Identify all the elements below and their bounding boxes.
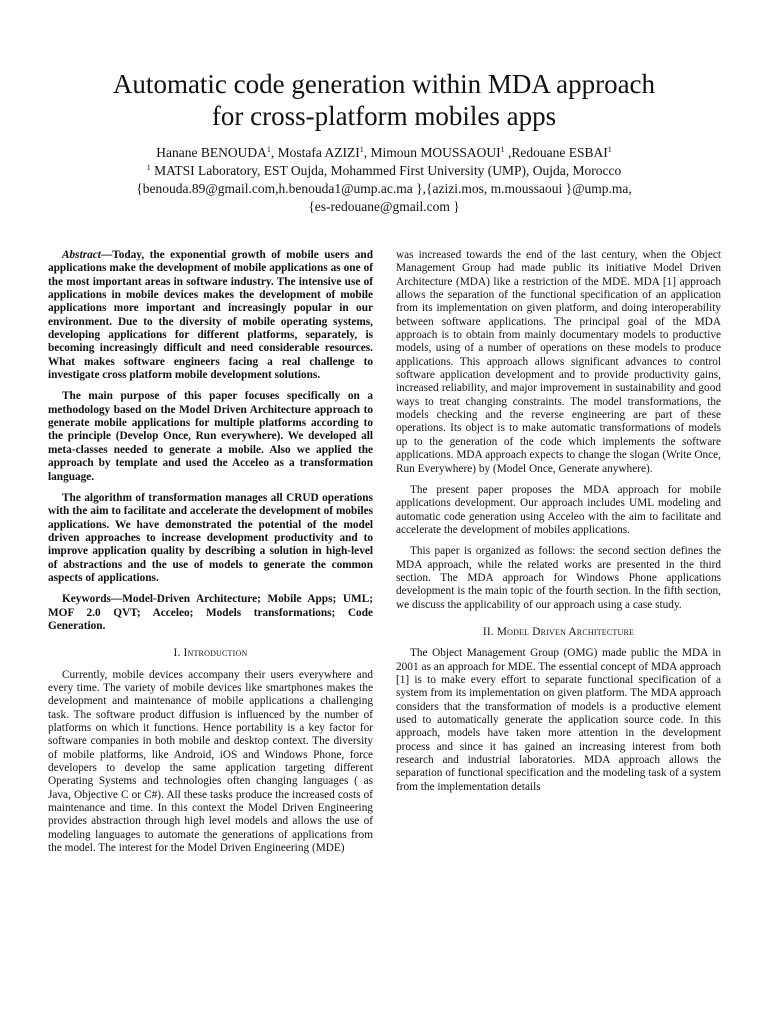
introduction-paragraph-2: was increased towards the end of the last century, when the Object Management Group had made public its initiative Model Driven Architecture (MDA) like a restriction of the MDE. MDA [1] approach allows the separation of the functional specification of an application from its implementation on given platform, and doing interoperability between software applications. The principal goal of the MDA approach is to obtain from mainly documentary models to productive models, using of a number of operations on these models to produce applications. This approach allows significant advances to control software application development and to provide productivity gains, increased reliability, and major improvement in sustainability and good ways to treat changing constraints. The model transformations, the models checking and the reverse engineering are part of these operations. Its object is to make automatic transformations of models up to the generation of the code which implements the software applications. MDA approach expects to change the slogan (Write Once, Run Everywhere) by (Model Once, Generate anywhere). bbox=[396, 249, 721, 475]
author-2: Mostafa AZIZI bbox=[277, 145, 360, 160]
left-column bbox=[48, 249, 373, 863]
abstract-paragraph-1: Abstract—Today, the exponential growth of mobile users and applications make the development of mobile applications as one of the most important areas in software industry. The intensive use of applications in mobile devices makes the development of mobile applications more important and increasingly popular in our environment. Due to the diversity of mobile operating systems, developing applications for different platforms, separately, is becoming increasingly difficult and need considerable resources. What makes software engineers facing a real challenge to investigate cross platform mobile development solutions. bbox=[48, 249, 373, 382]
emails-line-2: {es-redouane@gmail.com } bbox=[308, 199, 460, 214]
introduction-paragraph-4: This paper is organized as follows: the second section defines the MDA approach, while the related works are presented in the third section. The MDA approach for Windows Phone applications development is the main topic of the fourth section. In the fifth section, we discuss the applicability of our approach using a case study. bbox=[396, 545, 721, 611]
title-line-2: for cross-platform mobiles apps bbox=[211, 101, 557, 131]
mda-paragraph-1: The Object Management Group (OMG) made public the MDA in 2001 as an approach for MDE. The essential concept of MDA approach [1] is to make every effort to separate functional specification of a system from its implementation on given platform. The MDA approach considers that the transformation of models is a productive element used to automatically generate the application source code. In this approach, models have taken more attention in the development process and since it has gained an increasing interest from both research and industrial laboratories. MDA approach allows the separation of functional specification and the modeling task of a system from the implementation details bbox=[396, 647, 721, 793]
emails-line-1: {benouda.89@gmail.com,h.benouda1@ump.ac.ma },{azizi.mos, m.moussaoui }@ump.ma, bbox=[136, 181, 632, 196]
abstract-paragraph-3: The algorithm of transformation manages all CRUD operations with the aim to facilitate and accelerate the development of mobiles applications. We have demonstrated the potential of the model driven approaches to increase development productivity and to improve application quality by describing a solution in high-level of abstractions and the use of models to generate the common aspects of applications. bbox=[48, 491, 373, 584]
section-heading-introduction: I. Introduction bbox=[173, 647, 248, 660]
author-3: Mimoun MOUSSAOUI bbox=[370, 145, 501, 160]
abstract-paragraph-2: The main purpose of this paper focuses specifically on a methodology based on the Model Driven Architecture approach to generate mobile applications for multiple platforms according to the principle (Develop Once, Run everywhere). We developed all meta-classes needed to generate a mobile. Also we applied the approach by template and used the Acceleo as a transformation language. bbox=[48, 390, 373, 483]
paper-title bbox=[40, 68, 728, 132]
affiliation: $^1$ MATSI Laboratory, EST Oujda, Mohammed First University (UMP), Oujda, Morocco bbox=[146, 163, 622, 178]
introduction-paragraph-1: Currently, mobile devices accompany their users everywhere and every time. The variety of mobile devices like smartphones makes the development and maintenance of mobile applications a challenging task. The software product diffusion is influenced by the number of platforms on which it functions. Hence portability is a key factor for software companies in both mobile and desktop context. The diversity of mobile platforms, like Android, iOS and Windows Phone, force developers to develop the same application targeting different Operating Systems and technologies often changing languages ( as Java, Objective C or C#). All these tasks produce the increased costs of maintenance and time. In this context the Model Driven Engineering provides abstraction through high level models and allows the use of modeling languages to automate the generations of applications from the model. The interest for the Model Driven Engineering (MDE) bbox=[48, 668, 373, 855]
author-4: Redouane ESBAI bbox=[511, 145, 608, 160]
right-column bbox=[396, 249, 721, 802]
abstract-label: Abstract bbox=[62, 249, 101, 261]
section-heading-mda: II. Model Driven Architecture bbox=[482, 625, 635, 638]
author-names: Hanane BENOUDA$^1$, Mostafa AZIZI$^1$, Mimoun MOUSSAOUI$^1$ ,Redouane ESBAI$^1$ bbox=[156, 145, 612, 160]
title-line-1: Automatic code generation within MDA approach bbox=[112, 69, 656, 99]
keywords: Keywords—Model-Driven Architecture; Mobile Apps; UML; MOF 2.0 QVT; Acceleo; Models transformations; Code Generation. bbox=[48, 593, 373, 632]
introduction-paragraph-3: The present paper proposes the MDA approach for mobile applications development. Our approach includes UML modeling and automatic code generation using Acceleo with the aim to facilitate and accelerate the development of mobiles applications. bbox=[396, 483, 721, 536]
author-block bbox=[40, 144, 728, 216]
author-1: Hanane BENOUDA bbox=[156, 145, 267, 160]
